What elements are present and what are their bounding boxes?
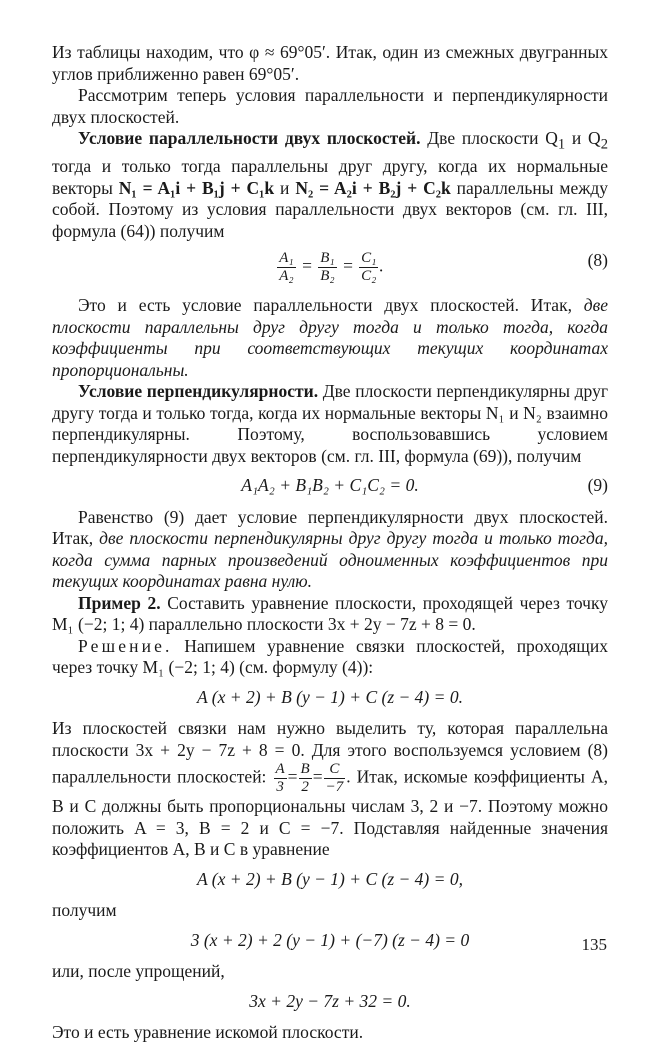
paragraph-perpendicular-condition: Условие перпендикулярности. Две плоскости перпендикулярны друг другу тогда и только тогда, когда их нормальные векторы N₁ и N₂ взаимно перпендикулярны. Поэтому, воспользовавшись условием перпендикулярности двух векторов (см. гл. III, формула (69)), получим bbox=[52, 381, 609, 466]
paragraph-parallel-condition: Условие параллельности двух плоскостей. Две плоскости $Q_1$ и $Q_2$ тогда и только тогда параллельны друг другу, когда их нормальные векторы N₁ = A₁i + B₁j + C₁k и N₂ = A₂i + B₂j + C₂k параллельны между собой. Поэтому из условия параллельности двух векторов (см. гл. III, формула (64)) получим bbox=[52, 128, 608, 241]
inline-fraction-b: $\frac{B}{2}$ bbox=[300, 761, 310, 795]
fraction-c: $\frac{\text{C₁}}{\text{C₂}}$ bbox=[361, 250, 377, 284]
inline-fraction-a: $\frac{A}{3}$ bbox=[275, 761, 285, 795]
equation-bundle-repeat: A (x + 2) + B (y − 1) + C (z − 4) = 0, bbox=[197, 868, 463, 889]
paragraph-select-plane: Из плоскостей связки нам нужно выделить ту, которая параллельна плоскости 3x + 2y − 7z + 8 = 0. Для этого воспользуемся условием (8) параллельности плоскостей: $\frac{A}{3}$ = $\frac{B}{2}$ = $\frac{C}{-7}$ . Итак, искомые коэффициенты A, B и C должны быть пропорциональны числам 3, 2 и −7. Поэтому можно положить A = 3, B = 2 и C = −7. Подставляя найденные значения коэффициентов A, B и C в уравнение bbox=[52, 718, 608, 859]
paragraph-obtain: получим bbox=[52, 900, 117, 920]
equation-number-9: (9) bbox=[587, 475, 608, 495]
fraction-b: $\frac{\text{B₁}}{\text{B₂}}$ bbox=[320, 250, 335, 284]
equation-number-8: (8) bbox=[587, 250, 608, 270]
normal-vector-2: N₂ = A₂i + B₂j + C₂k bbox=[295, 177, 451, 198]
paragraph-final: Это и есть уравнение искомой плоскости. bbox=[52, 1022, 364, 1042]
equation-9: A₁A₂ + B₁B₂ + C₁C₂ = 0. (9) bbox=[241, 475, 608, 495]
inline-fraction-c: $\frac{C}{-7}$ bbox=[325, 761, 344, 795]
equation-final: 3x + 2y − 7z + 32 = 0. bbox=[249, 990, 411, 1011]
equation-8: $\frac{\text{A₁}}{\text{A₂}}$ = $\frac{\text{B₁}}{\text{B₂}}$ = $\frac{\text{C₁}}{\text{C₂}}$ . (8) bbox=[279, 250, 608, 284]
parallel-theorem: две плоскости параллельны друг другу тогда и только тогда, когда коэффициенты при соответствующих текущих координатах пропорциональны. bbox=[52, 295, 608, 380]
perpendicular-theorem: две плоскости перпендикулярны друг другу тогда и только тогда, когда сумма парных произведений одноименных коэффициентов при текущих координатах равна нулю. bbox=[52, 528, 608, 591]
text-column bbox=[52, 42, 608, 1044]
paragraph-solution: Решение. Напишем уравнение связки плоскостей, проходящих через точку M₁ (−2; 1; 4) (см. формулу (4)): bbox=[52, 635, 608, 677]
paragraph-example-2: Пример 2. Составить уравнение плоскости, проходящей через точку M₁ (−2; 1; 4) параллельно плоскости 3x + 2y − 7z + 8 = 0. bbox=[52, 592, 608, 634]
perpendicular-heading: Условие перпендикулярности. bbox=[78, 381, 319, 401]
fraction-a: $\frac{\text{A₁}}{\text{A₂}}$ bbox=[279, 250, 294, 284]
paragraph-intro-conditions: Рассмотрим теперь условия параллельности и перпендикулярности двух плоскостей. bbox=[52, 85, 608, 127]
equation-bundle: A (x + 2) + B (y − 1) + C (z − 4) = 0. bbox=[197, 686, 463, 707]
paragraph-perpendicular-conclusion: Равенство (9) дает условие перпендикулярности двух плоскостей. Итак, две плоскости перпендикулярны друг другу тогда и только тогда, когда сумма парных произведений одноименных коэффициентов при текущих координатах равна нулю. bbox=[52, 506, 608, 591]
paragraph-angle-result: Из таблицы находим, что φ ≈ 69°05′. Итак, один из смежных двугранных углов приближенно равен 69°05′. bbox=[52, 42, 608, 84]
parallel-heading: Условие параллельности двух плоскостей. bbox=[78, 128, 421, 148]
example-heading: Пример 2. bbox=[78, 592, 161, 613]
paragraph-after-simplify: или, после упрощений, bbox=[52, 961, 225, 981]
normal-vector-1: N₁ = A₁i + B₁j + C₁k bbox=[118, 177, 275, 198]
solution-label: Решение. bbox=[78, 635, 173, 656]
page-number: 135 bbox=[581, 935, 607, 954]
paragraph-parallel-conclusion: Это и есть условие параллельности двух плоскостей. Итак, две плоскости параллельны друг другу тогда и только тогда, когда коэффициенты при соответствующих текущих координатах пропорциональны. bbox=[52, 295, 608, 380]
equation-substituted: 3 (x + 2) + 2 (y − 1) + (−7) (z − 4) = 0 bbox=[190, 929, 470, 950]
